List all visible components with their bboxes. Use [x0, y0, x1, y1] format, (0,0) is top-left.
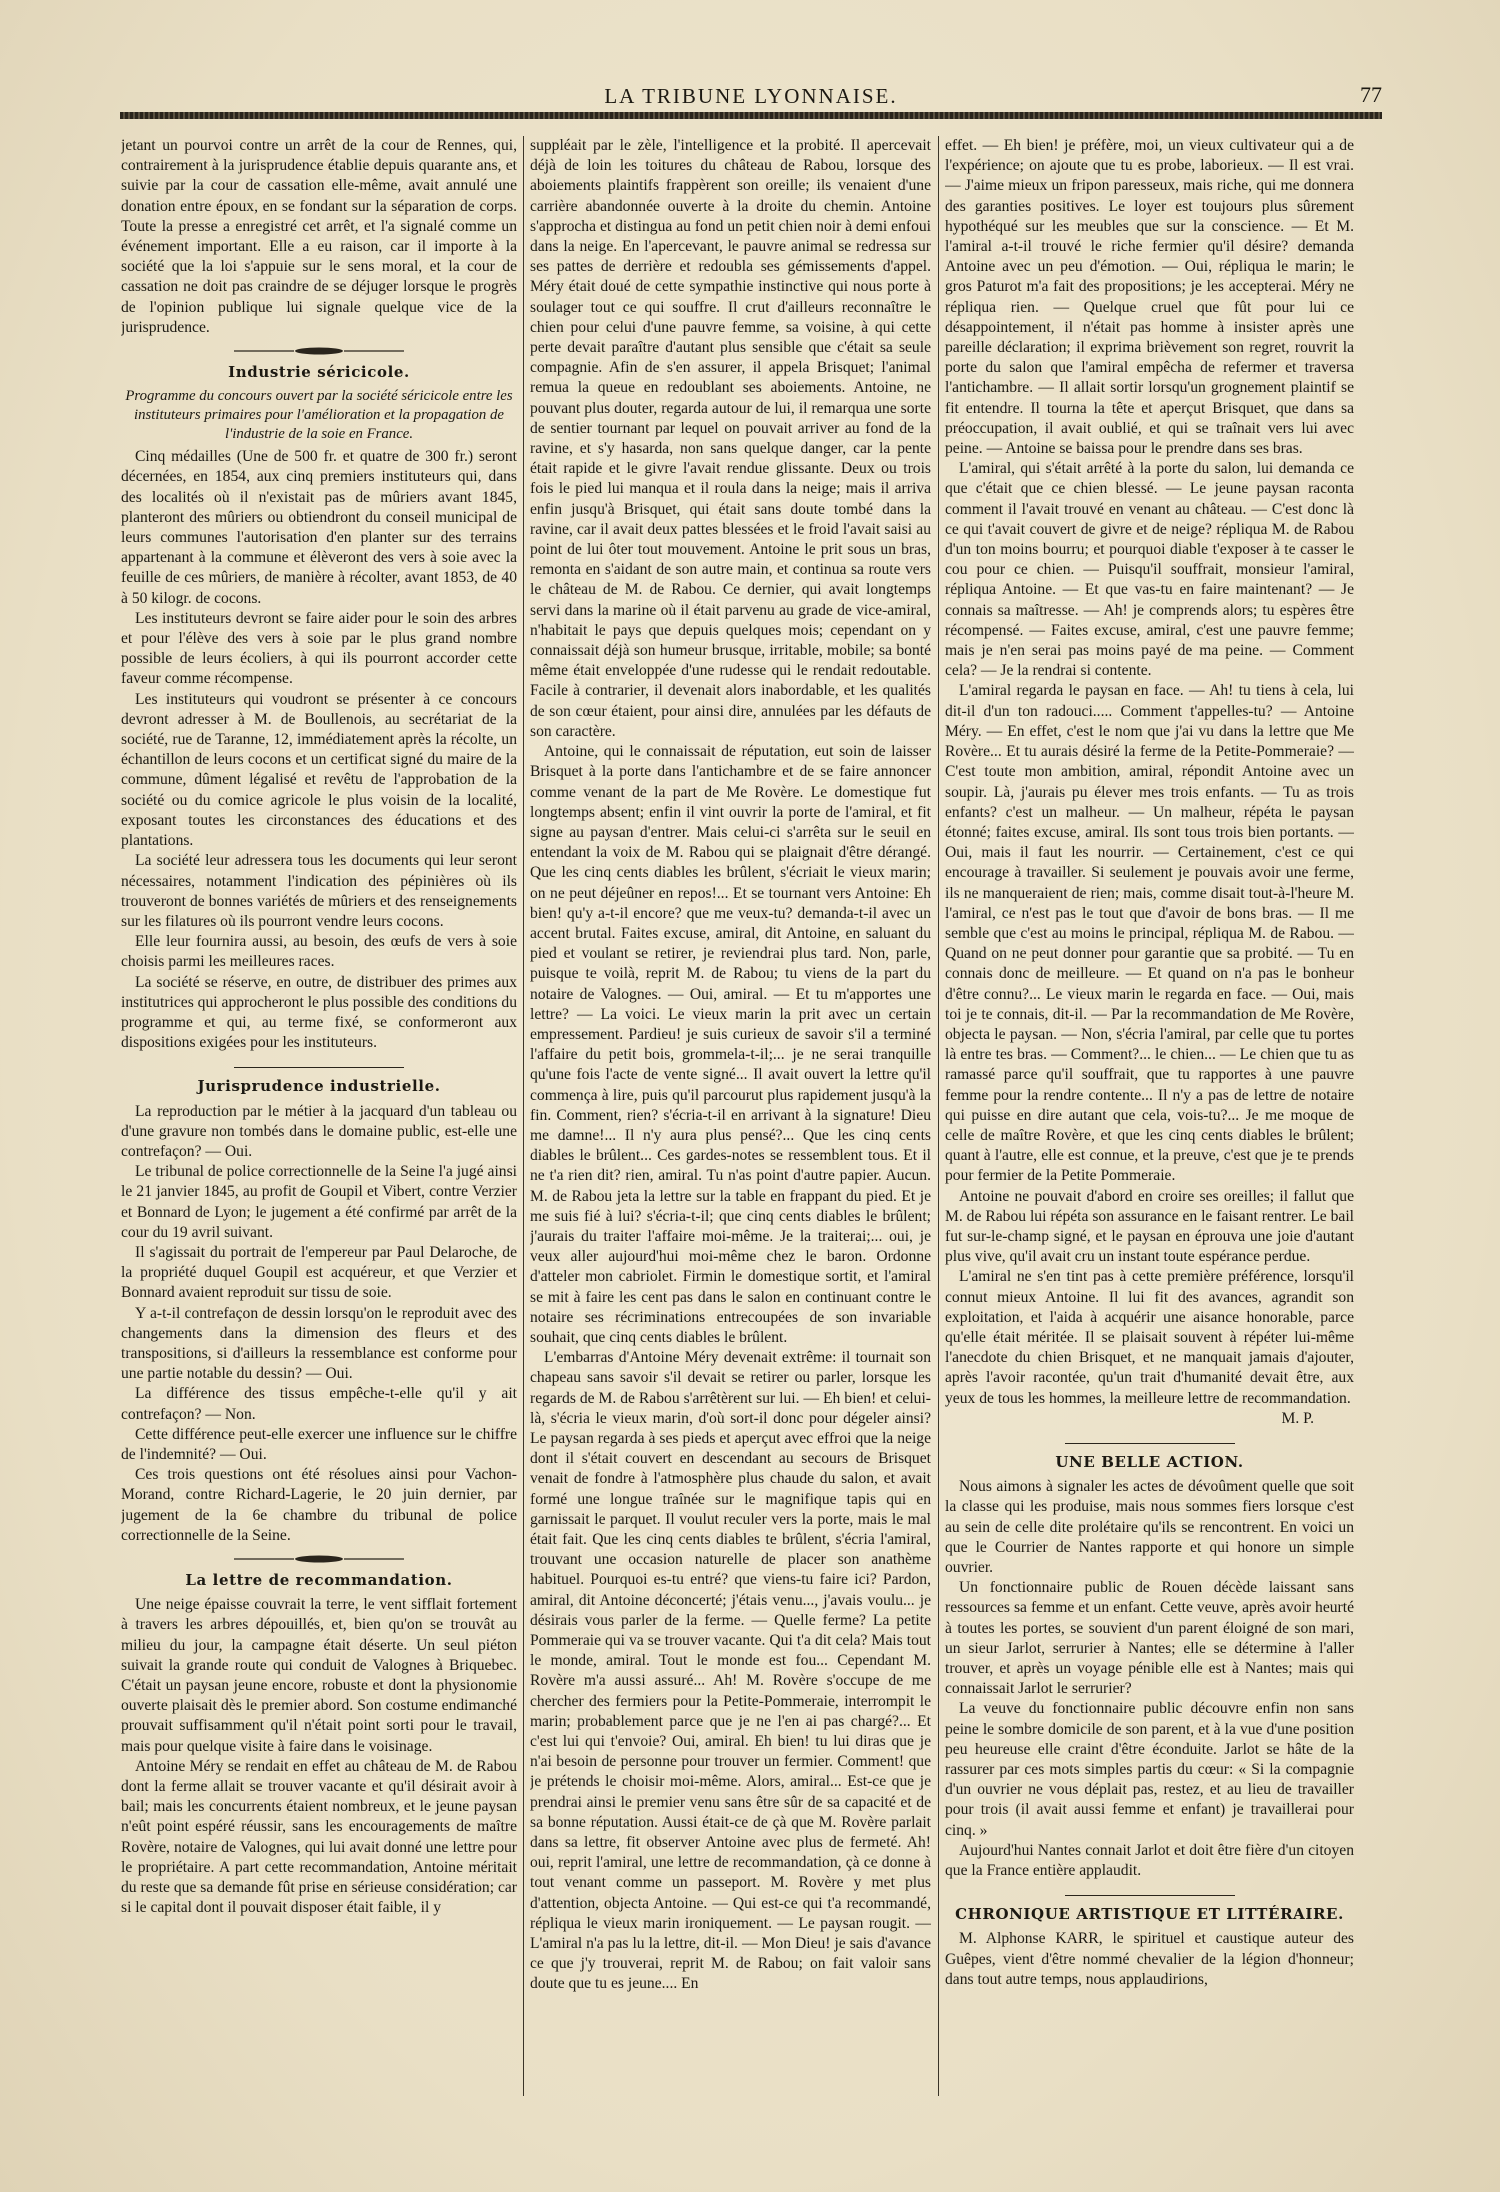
paragraph: Elle leur fournira aussi, au besoin, des œufs de vers à soie choisis parmi les meilleures races. [121, 933, 517, 971]
ornament-divider [234, 1554, 404, 1564]
paragraph: suppléait par le zèle, l'intelligence et la probité. Il apercevait déjà de loin les toitures du château de Rabou, lorsque des aboiements plaintifs frappèrent son oreille; ils venaient d'une carrière abandonnée ouverte à la droite du chemin. Antoine s'approcha et distingua au fond un petit chien noir à demi enfoui dans la neige. En l'apercevant, le pauvre animal se redressa sur ses pattes de derrière et redoubla ses gémissements d'appel. Méry était doué de cette sympathie instinctive qui nous porte à soulager tout ce qui souffre. Il crut d'ailleurs reconnaître le chien pour celui d'une pauvre femme, sa voisine, à qui cette perte devait paraître d'autant plus sensible que c'était sa seule compagnie. Afin de s'en assurer, il appela Brisquet; l'animal remua la queue en redoublant ses aboiements. Antoine, ne pouvant plus douter, regarda autour de lui, il remarqua une sorte de sentier tournant par lequel on pouvait arriver au fond de la ravine, et s'y hasarda, non sans quelque danger, car la pente était rapide et le givre l'avait rendue glissante. Deux ou trois fois le pied lui manqua et il roula dans la neige; mais il arriva enfin jusqu'à Brisquet, qui était sans doute tombé dans la ravine, car il avait deux pattes blessées et le froid l'avait saisi au point de lui ôter tout mouvement. Antoine le prit sous un bras, remonta en s'aidant de son autre main, et continua sa route vers le château de M. de Rabou. Ce dernier, qui avait longtemps servi dans la marine où il était parvenu au grade de vice-amiral, n'habitait le pays que depuis quelques mois; cependant on y connaissait déjà son humeur brusque, irritable, mobile; sa bonté même était enveloppée d'une rudesse qui le rendait redoutable. Facile à contrarier, il devenait alors inabordable, et les qualités de son cœur étaient, pour ainsi dire, annulées par les défauts de son caractère. [530, 137, 931, 740]
masthead [120, 80, 1382, 120]
paragraph: L'amiral, qui s'était arrêté à la porte du salon, lui demanda ce que c'était que ce chien blessé. — Le jeune paysan raconta comment il l'avait trouvé en venant au château. — C'est donc là ce qui t'avait couvert de givre et de neige? répliqua M. de Rabou d'un ton moins bourru; et pourquoi diable t'exposer à te casser le cou pour ce chien. — Puisqu'il souffrait, monsieur l'amiral, répliqua Antoine. — Et que vas-tu en faire maintenant? — Je connais sa maîtresse. — Ah! je comprends alors; tu espères être récompensé. — Faites excuse, amiral, c'est une pauvre femme; mais je n'en serai pas moins payé de ma peine. — Comment cela? — Je la rendrai si contente. [945, 460, 1354, 680]
column-3 [945, 136, 1354, 2096]
paragraph: La veuve du fonctionnaire public découvre enfin non sans peine le sombre domicile de son parent, et à la vue d'une position peu heureuse elle craint d'être éconduite. Jarlot se hâte de la rassurer par ces mots simples partis du cœur: « Si la compagnie d'un ouvrier ne vous déplait pas, restez, et au lieu de travailler pour trois (il avait aussi femme et enfant) je travaillerai pour cinq. » [945, 1700, 1354, 1839]
paragraph: Aujourd'hui Nantes connait Jarlot et doit être fière d'un citoyen que la France entière applaudit. [945, 1841, 1354, 1880]
paragraph: Un fonctionnaire public de Rouen décède laissant sans ressources sa femme et un enfant. Cette veuve, après avoir heurté à toutes les portes, se souvient d'un parent éloigné de son mari, un sieur Jarlot, serrurier à Nantes; elle se détermine à l'aller trouver, et après un voyage pénible elle est à Nantes; mais qui connaissait Jarlot le serrurier? [945, 1579, 1354, 1698]
paragraph: Une neige épaisse couvrait la terre, le vent sifflait fortement à travers les arbres dépouillés, et, bien qu'on se trouvât au milieu du jour, la campagne était déserte. Un seul piéton suivait la grande route qui conduit de Valognes à Briquebec. C'était un paysan jeune encore, robuste et dont la physionomie ouverte plaisait dès le premier abord. Son costume endimanché prouvait suffisamment qu'il n'était point sorti pour le travail, mais pour quelque visite à faire dans le voisinage. [121, 1596, 517, 1755]
section-heading: Industrie séricicole. [228, 363, 410, 382]
section-rule [1065, 1443, 1235, 1444]
section-heading: UNE BELLE ACTION. [1055, 1453, 1244, 1471]
paragraph: jetant un pourvoi contre un arrêt de la cour de Rennes, qui, contrairement à la jurisprudence établie depuis quarante ans, et suivie par la cour de cassation elle-même, avait annulé une donation entre époux, en se fondant sur la séparation de corps. Toute la presse a enregistré cet arrêt, et l'a signalé comme un événement important. Elle a eu raison, car il importe à la société que la loi s'appuie sur le sens moral, et la cour de cassation ne doit pas craindre de se déjuger lorsque le progrès de l'opinion publique lui signale quelque vice de la jurisprudence. [121, 137, 517, 336]
section-heading: Jurisprudence industrielle. [197, 1077, 441, 1096]
author-signature: M. P. [1281, 1409, 1314, 1427]
column-divider [938, 136, 939, 2096]
paragraph: M. Alphonse KARR, le spirituel et caustique auteur des Guêpes, vient d'être nommé chevalier de la légion d'honneur; dans tout autre temps, nous applaudirions, [945, 1930, 1354, 1988]
paragraph: Cette différence peut-elle exercer une influence sur le chiffre de l'indemnité? — Oui. [121, 1425, 517, 1463]
paragraph: effet. — Eh bien! je préfère, moi, un vieux cultivateur qui a de l'expérience; on ajoute que tu es probe, laborieux. — Il est vrai. — J'aime mieux un fripon paresseux, mais riche, qui me donnera des garanties positives. Le loyer est toujours plus sûrement hypothéqué sur les meubles que sur la conscience. — Et M. l'amiral a-t-il trouvé le riche fermier qu'il désire? demanda Antoine avec un peu d'émotion. — Oui, répliqua le marin; le gros Paturot m'a fait des propositions; je les accepterai. Méry ne répliqua rien. — Quelque cruel que fût pour lui ce désappointement, il n'était pas homme à insister après une pareille déclaration; il exprima brièvement son regret, rouvrit la porte du salon que l'amiral empêcha de refermer et traversa l'antichambre. — Il allait sortir lorsqu'un grognement plaintif se fit entendre. Il tourna la tête et aperçut Brisquet, que dans sa préoccupation, il avait oublié, et qui se traînait vers lui avec peine. — Antoine se baissa pour le prendre dans ses bras. [945, 137, 1354, 458]
paragraph: La reproduction par le métier à la jacquard d'un tableau ou d'une gravure non tombés dans le domaine public, est-elle une contrefaçon? — Oui. [121, 1102, 517, 1160]
paragraph: Les instituteurs qui voudront se présenter à ce concours devront adresser à M. de Boullenois, au secrétariat de la société, rue de Taranne, 12, immédiatement après la récolte, un échantillon de leurs cocons et un certificat signé du maire de la commune, dûment légalisé et revêtu de l'approbation de la société ou du comice agricole le plus voisin de la localité, exposant toutes les circonstances des éducations et des plantations. [121, 690, 517, 850]
column-2 [530, 136, 931, 2096]
paragraph: Il s'agissait du portrait de l'empereur par Paul Delaroche, de la propriété duquel Goupil est acquéreur, et que Verzier et Bonnard avaient reproduit sur tissu de soie. [121, 1243, 517, 1302]
ornament-divider [234, 346, 404, 356]
paragraph: Cinq médailles (Une de 500 fr. et quatre de 300 fr.) seront décernées, en 1854, aux cinq premiers instituteurs qui, dans des localités où il n'existait pas de mûriers avant 1845, planteront des mûriers ou obtiendront du conseil municipal de leurs communes l'autorisation d'en planter sur des terrains appartenant à la commune et élèveront des vers à soie avec la feuille de ces mûriers, de manière à récolter, avant 1853, de 40 à 50 kilogr. de cocons. [121, 448, 517, 607]
paragraph: Antoine Méry se rendait en effet au château de M. de Rabou dont la ferme allait se trouver vacante et qu'il désirait avoir à bail; mais les concurrents étaient nombreux, et le jeune paysan n'eût point espéré réussir, sans les encouragements de maître Rovère, notaire de Valognes, qui lui avait donné une lettre pour le propriétaire. A part cette recommandation, Antoine méritait du reste que sa demande fût prise en sérieuse considération; car si le capital dont il pouvait disposer était faible, il y [121, 1757, 517, 1917]
paragraph: Ces trois questions ont été résolues ainsi pour Vachon-Morand, contre Richard-Lagerie, le 20 juin dernier, par jugement de la 6e chambre du tribunal de police correctionnelle de la Seine. [121, 1466, 517, 1544]
newspaper-title: LA TRIBUNE LYONNAISE. [604, 84, 898, 108]
page-number: 77 [1360, 82, 1382, 107]
section-rule [234, 1067, 404, 1068]
column-1 [121, 136, 517, 2096]
paragraph: La société se réserve, en outre, de distribuer des primes aux institutrices qui approcheront le plus possible des conditions du programme et qui, au terme fixé, se conformeront aux dispositions exigées pour les instituteurs. [121, 973, 517, 1052]
paragraph: Antoine, qui le connaissait de réputation, eut soin de laisser Brisquet à la porte dans l'antichambre et de se faire annoncer comme venant de la part de Me Rovère. Le domestique fut longtemps absent; enfin il vint ouvrir la porte de l'amiral, et fit signe au paysan d'entrer. Mais celui-ci s'arrêta sur le seuil en entendant la voix de M. Rabou qui se plaignait d'être dérangé. Que les cinq cents diables les brûlent, s'écriait le vieux marin; on ne peut déjeûner en repos!... Et se tournant vers Antoine: Eh bien! qu'y a-t-il encore? que me veux-tu? demanda-t-il avec un accent brutal. Faites excuse, amiral, dit Antoine, en saluant du pied et voulant se retirer, je reviendrai plus tard. Non, parle, puisque te voilà, reprit M. de Rabou; tu viens de la part du notaire de Valognes. — Oui, amiral. — Et tu m'apportes une lettre? — La voici. Le vieux marin la prit avec un certain empressement. Pardieu! je suis curieux de savoir s'il a terminé l'affaire du petit bois, grommela-t-il;... je ne serai tranquille qu'une fois l'acte de vente signé... Il avait ouvert la lettre qu'il commença à lire, puis qu'il parcourut plus rapidement jusqu'à la fin. Comment, rien? s'écria-t-il en arrivant à la signature! Dieu me damne!... Il n'y aura plus pensé?... Que les cinq cents diables le brûlent... Ces gardes-notes se ressemblent tous. Et il ne t'a rien dit? rien, amiral. Tu n'as point d'autre papier. Aucun. M. de Rabou jeta la lettre sur la table en frappant du pied. Et je me suis fié à lui? s'écria-t-il; que cinq cents diables le brûlent; j'aurais du traiter l'affaire moi-même. Je la traiterai;... oui, je veux aller aujourd'hui moi-même chez le baron. Ordonne d'atteler mon cabriolet. Firmin le domestique sortit, et l'amiral se mit à faire les cent pas dans le salon en continuant contre le notaire ses récriminations entrecoupées de son invariable souhait, que cinq cents diables le brûlent. [530, 743, 931, 1346]
paragraph: L'embarras d'Antoine Méry devenait extrême: il tournait son chapeau sans savoir s'il devait se retirer ou parler, lorsque les regards de M. de Rabou s'arrêtèrent sur lui. — Eh bien! et celui-là, s'écria le vieux marin, d'où sort-il donc pour dégeler ainsi? Le paysan regarda à ses pieds et aperçut avec effroi que la neige dont il s'était couvert en descendant au secours de Brisquet venait de fondre à l'atmosphère plus chaude du salon, et avait formé une longue traînée sur le magnifique tapis qui en garnissait le parquet. Il voulut reculer vers la porte, mais le mal était fait. Que les cinq cents diables te brûlent, s'écria l'amiral, trouvant une occasion naturelle de placer son anathème habituel. Pourquoi es-tu entré? que viens-tu faire ici? Pardon, amiral, dit Antoine déconcerté; j'étais venu..., j'avais voulu... je désirais vous parler de la ferme. — Quelle ferme? La petite Pommeraie qui va se trouver vacante. Qui t'a dit cela? Mais tout le monde, amiral. Tout le monde est fou... Cependant M. Rovère m'a aussi assuré... Ah! M. Rovère s'occupe de me chercher des fermiers pour la Petite-Pommeraie, interrompit le marin; probablement parce que je ne l'en ai pas chargé?... Et c'est lui qui t'envoie? Oui, amiral. Eh bien! tu lui diras que je n'ai besoin de personne pour trouver un fermier. Comment! que je prétends le choisir moi-même. Alors, amiral... Est-ce que je prendrai ainsi le premier venu sans être sûr de sa capacité et de sa bonne réputation. Aussi était-ce de çà que M. Rovère parlait dans sa lettre, fit observer Antoine avec plus de fermeté. Ah! oui, reprit l'amiral, une lettre de recommandation, çà ce donne à tout venant comme un passeport. M. Rovère y met plus d'attention, objecta Antoine. — Qui est-ce qui t'a recommandé, répliqua le vieux marin ironiquement. — Le paysan rougit. — L'amiral n'a pas lu la lettre, dit-il. — Mon Dieu! je sais d'avance ce que j'y trouverai, reprit M. de Rabou; on fait valoir sans doute que tu es jeune.... En [530, 1349, 931, 1993]
masthead-rule [120, 112, 1382, 119]
paragraph: L'amiral regarda le paysan en face. — Ah! tu tiens à cela, lui dit-il d'un ton radouci..... Comment t'appelles-tu? — Antoine Méry. — En effet, c'est le nom que j'ai vu dans la lettre que Me Rovère... Et tu aurais désiré la ferme de la Petite-Pommeraie? — C'est toute mon ambition, amiral, répondit Antoine avec un soupir. Là, j'aurais pu élever mes trois enfants. — Tu as trois enfants? c'est un malheur. — Un malheur, répéta le paysan étonné; faites excuse, amiral. Ils sont tous trois bien portants. — Oui, mais il faut les nourrir. — Certainement, c'est ce qui encourage à travailler. Si seulement je pouvais avoir une ferme, ils ne manqueraient de rien; mais, comme disait tout-à-l'heure M. l'amiral, ce n'est pas le tout que d'avoir de bons bras. — Il me semble que c'est au moins le principal, répliqua M. de Rabou. — Quand on ne peut donner pour garantie que sa probité. — Tu en connais donc de meilleure. — Et quand on n'a pas le bonheur d'être connu?... Le vieux marin le regarda en face. — Oui, mais toi je te connais, dit-il. — Par la recommandation de Me Rovère, objecta le paysan. — Non, s'écria l'amiral, par celle que tu portes là entre tes bras. — Comment?... le chien... — Le chien que tu as ramassé parce qu'il souffrait, que tu rapportes à une pauvre femme pour la rendre contente... Il n'y a pas de lettre de notaire qui puisse en dire autant que cela, vois-tu?... Je me moque de celle de maître Rovère, et que les cinq cents diables le brûlent; quant à l'autre, elle est connue, et la preuve, c'est que je te prends pour fermier de la Petite Pommeraie. [945, 682, 1354, 1185]
paragraph: Nous aimons à signaler les actes de dévoûment quelle que soit la classe qui les produise, mais nous sommes fiers lorsque c'est au sein de celle dite prolétaire qu'ils se rencontrent. En voici un que le Courrier de Nantes rapporte et qui honore un simple ouvrier. [945, 1478, 1354, 1577]
paragraph: Antoine ne pouvait d'abord en croire ses oreilles; il fallut que M. de Rabou lui répéta son assurance en le faisant rentrer. Le bail fut sur-le-champ signé, et le paysan en éprouva une joie d'autant plus vive, qu'il avait cru un instant toute espérance perdue. [945, 1187, 1354, 1266]
section-heading: CHRONIQUE ARTISTIQUE ET LITTÉRAIRE. [955, 1905, 1344, 1924]
section-rule [1065, 1895, 1235, 1896]
section-subtitle: Programme du concours ouvert par la société séricicole entre les instituteurs primaires pour l'amélioration et la propagation de l'industrie de la soie en France. [125, 388, 513, 443]
paragraph: La différence des tissus empêche-t-elle qu'il y ait contrefaçon? — Non. [121, 1385, 517, 1423]
section-heading: La lettre de recommandation. [185, 1571, 453, 1589]
paragraph: Y a-t-il contrefaçon de dessin lorsqu'on le reproduit avec des changements dans la dimension des fleurs et des transpositions, si d'ailleurs la ressemblance est conforme pour une partie notable du dessin? — Oui. [121, 1304, 517, 1383]
paragraph: Le tribunal de police correctionnelle de la Seine l'a jugé ainsi le 21 janvier 1845, au profit de Goupil et Vibert, contre Verzier et Bonnard de Lyon; le jugement a été confirmé par arrêt de la cour du 19 avril suivant. [121, 1163, 517, 1241]
column-divider [523, 136, 524, 2096]
paragraph: L'amiral ne s'en tint pas à cette première préférence, lorsqu'il connut mieux Antoine. Il lui fit des avances, agrandit son exploitation, et l'aida à acquérir une aisance honorable, parce qu'elle était méritée. Il se plaisait souvent à répéter lui-même l'anecdote du chien Brisquet, et ne manquait jamais d'ajouter, après l'avoir racontée, qu'un trait d'humanité devait être, aux yeux de tous les hommes, la meilleure lettre de recommandation. [945, 1268, 1354, 1407]
paragraph: Les instituteurs devront se faire aider pour le soin des arbres et pour l'élève des vers à soie par le plus grand nombre possible de leurs écoliers, à qui ils pourront accorder cette faveur comme récompense. [121, 609, 517, 688]
paragraph: La société leur adressera tous les documents qui leur seront nécessaires, notamment l'indication des pépinières où ils trouveront de bonnes variétés de mûriers et des renseignements sur les filatures où ils pourront vendre leurs cocons. [121, 852, 517, 930]
